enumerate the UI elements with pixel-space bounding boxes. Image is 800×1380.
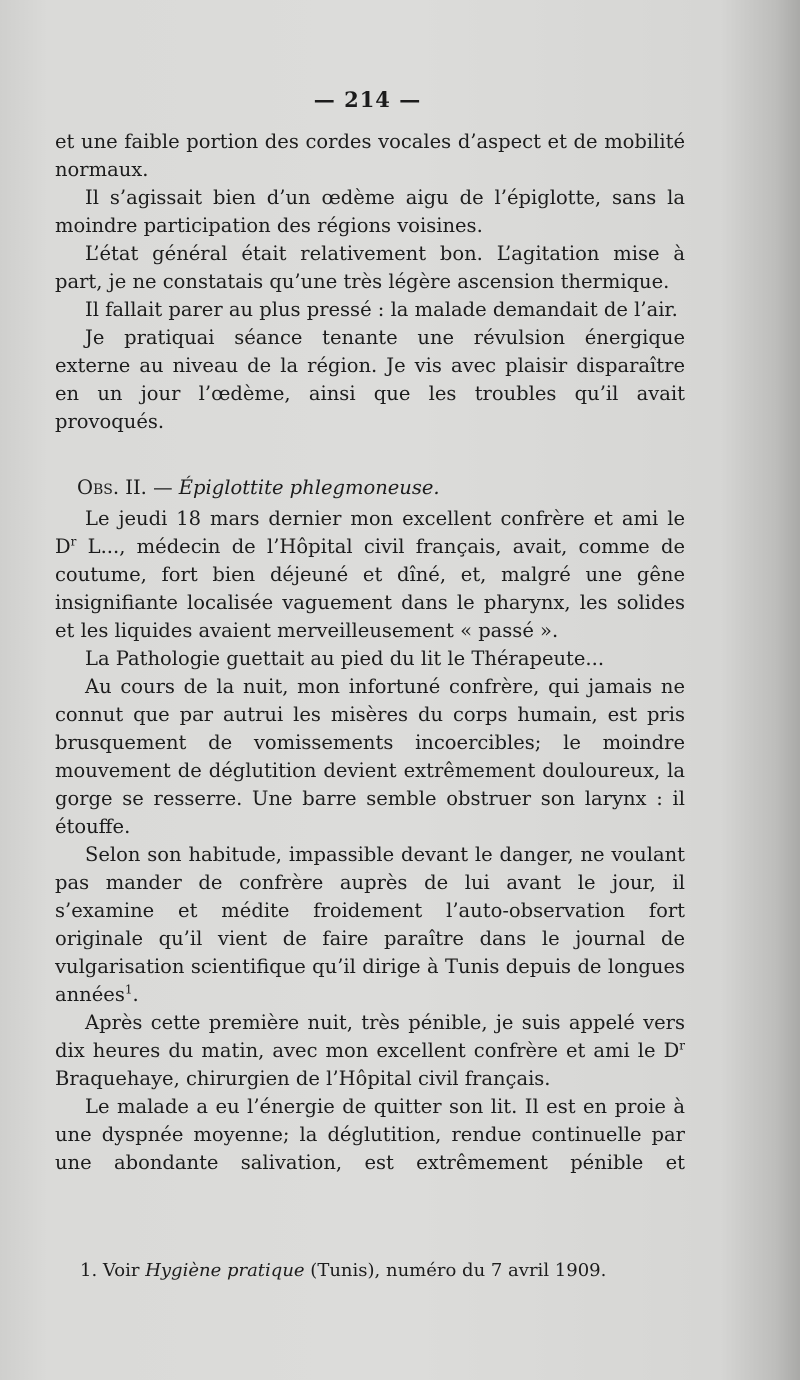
- paragraph-habitude: [55, 841, 685, 1009]
- paragraph-premiere-nuit-rest: Braquehaye, chirurgien de l’Hôpital civil français.: [55, 1067, 551, 1090]
- doctor-abbrev-sup: r: [679, 1038, 685, 1053]
- paragraph-premiere-nuit-text: Après cette première nuit, très pénible, je suis appelé vers dix heures du matin, avec mon excellent confrère et ami le D: [55, 1011, 685, 1062]
- footnote-text-after: (Tunis), numéro du 7 avril 1909.: [304, 1260, 607, 1281]
- paragraph-nuit: Au cours de la nuit, mon infortuné confrère, qui jamais ne connut que par autrui les misères du corps humain, est pris brusquement de vomissements incoercibles; le moindre mouvement de déglutition devient extrêmement douloureux, la gorge se resserre. Une barre semble obstruer son larynx : il étouffe.: [55, 675, 685, 838]
- footnote-number: 1.: [80, 1260, 98, 1281]
- doctor-abbrev-sup: r: [70, 534, 77, 549]
- footnote-text-before: Voir: [97, 1260, 146, 1281]
- observation-label: Obs. II.: [77, 476, 147, 499]
- observation-title: Épiglottite phlegmoneuse.: [178, 476, 440, 499]
- footnote-journal-title: Hygiène pratique: [145, 1260, 305, 1281]
- section-spacer: [55, 436, 685, 474]
- paragraph-continuation: et une faible portion des cordes vocales d’aspect et de mobilité normaux.: [55, 130, 685, 181]
- paragraph-jeudi-text: Le jeudi 18 mars dernier mon excellent confrère et ami le D: [55, 507, 685, 558]
- paragraph-pathologie: La Pathologie guettait au pied du lit le Thérapeute...: [85, 647, 605, 670]
- paragraph-jeudi-rest: L..., médecin de l’Hôpital civil français, avait, comme de coutume, fort bien déjeuné et dîné, et, malgré une gêne insignifiante localisée vaguement dans le pharynx, les solides et les liquides avaient merveilleusement « passé ».: [55, 535, 685, 642]
- paragraph-jeudi: [55, 505, 685, 645]
- paragraph-malade: Le malade a eu l’énergie de quitter son lit. Il est en proie à une dyspnée moyenne; la déglutition, rendue continuelle par une abondante salivation, est extrêmement pénible et: [55, 1095, 685, 1174]
- paragraph-etat-general: L’état général était relativement bon. L’agitation mise à part, je ne constatais qu’une très légère ascension thermique.: [55, 242, 685, 293]
- footnote: [80, 1259, 700, 1283]
- paragraph-parer: Il fallait parer au plus pressé : la malade demandait de l’air.: [85, 298, 678, 321]
- paragraph-premiere-nuit: [55, 1009, 685, 1093]
- paragraph-revulsion: Je pratiquai séance tenante une révulsion énergique externe au niveau de la région. Je vis avec plaisir disparaître en un jour l’œdème, ainsi que les troubles qu’il avait provoqués.: [55, 326, 685, 433]
- paragraph-habitude-text: Selon son habitude, impassible devant le danger, ne voulant pas mander de confrère auprès de lui avant le jour, il s’examine et médite froidement l’auto-observation fort originale qu’il vient de faire paraître dans le journal de vulgarisation scientifique qu’il dirige à Tunis depuis de longues années: [55, 843, 685, 1006]
- paragraph-habitude-end: .: [132, 983, 139, 1006]
- page-number: — 214 —: [313, 87, 422, 112]
- footnote-marker: 1: [124, 982, 133, 997]
- paragraph-oedeme: Il s’agissait bien d’un œdème aigu de l’épiglotte, sans la moindre participation des régions voisines.: [55, 186, 685, 237]
- observation-heading: [55, 474, 685, 502]
- observation-dash: —: [146, 476, 179, 499]
- body-text: [55, 128, 685, 1177]
